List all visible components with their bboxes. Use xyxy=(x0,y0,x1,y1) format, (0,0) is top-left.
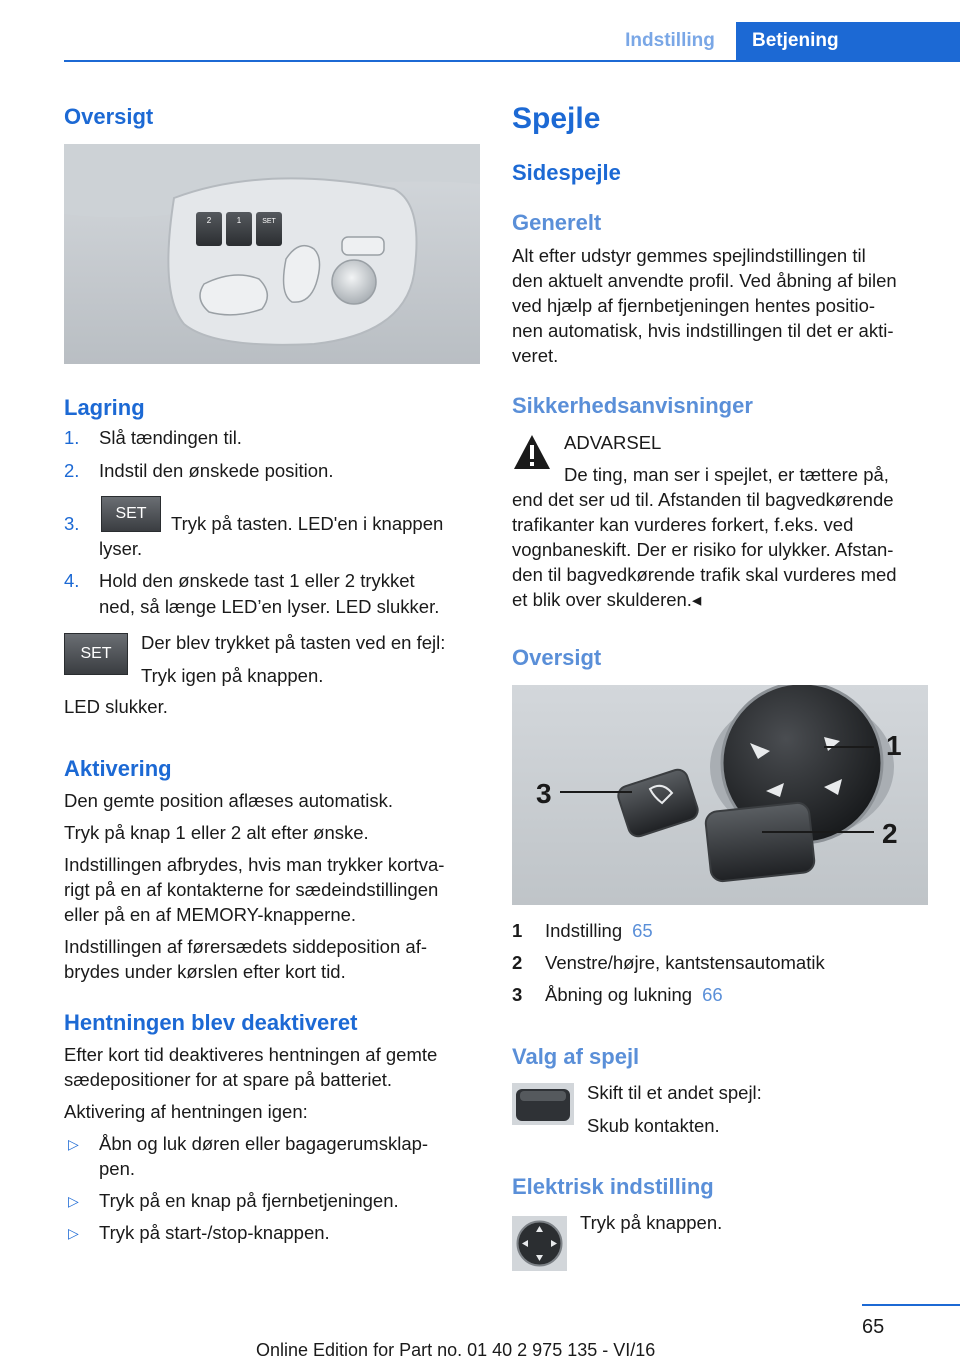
legend-1-text: Indstilling xyxy=(545,920,623,941)
bullet-1-b: pen. xyxy=(99,1158,136,1179)
elektrisk-heading: Elektrisk indstilling xyxy=(512,1174,714,1199)
bullet-marker: ▷ xyxy=(68,1225,79,1241)
warning-line-2: end det ser ud til. Afstanden til bagvedkørende xyxy=(512,489,894,510)
step-2-text: Indstil den ønskede position. xyxy=(99,460,334,481)
generelt-line-1: Alt efter udstyr gemmes spejlindstillingen til xyxy=(512,245,866,266)
generelt-heading: Generelt xyxy=(512,210,602,235)
step-4-text-b: ned, så længe LED’en lyser. LED slukker. xyxy=(99,596,440,617)
seat-key-2-label: 2 xyxy=(206,216,212,225)
header-tab-indstilling[interactable]: Indstilling xyxy=(625,30,715,51)
legend-3-page-ref[interactable]: 66 xyxy=(702,984,723,1005)
warning-line-6: et blik over skulderen.◂ xyxy=(512,589,702,610)
sikkerhed-heading: Sikkerhedsanvisninger xyxy=(512,393,753,418)
valg-line-b: Skub kontakten. xyxy=(587,1115,720,1136)
valg-heading: Valg af spejl xyxy=(512,1044,640,1069)
hentning-p1b: sædepositioner for at spare på batteriet. xyxy=(64,1069,393,1090)
legend-1-page-ref[interactable]: 65 xyxy=(632,920,653,941)
mirror-controls-image xyxy=(512,685,928,905)
legend-2-text: Venstre/højre, kantstensautomatik xyxy=(545,952,825,973)
callout-3: 3 xyxy=(536,778,552,809)
bullet-2: Tryk på en knap på fjernbetjeningen. xyxy=(99,1190,399,1211)
page-header xyxy=(0,0,960,62)
footer-divider xyxy=(862,1304,960,1306)
spejle-heading: Spejle xyxy=(512,102,601,135)
bullet-1-a: Åbn og luk døren eller bagagerumsklap- xyxy=(99,1133,429,1154)
mirror-switch-icon xyxy=(512,1083,574,1125)
generelt-line-5: veret. xyxy=(512,345,559,366)
hentning-p2: Aktivering af hentningen igen: xyxy=(64,1101,308,1122)
warning-label: ADVARSEL xyxy=(564,432,662,453)
warning-line-3: trafikanter kan vurderes forkert, f.eks. ved xyxy=(512,514,854,535)
callout-2: 2 xyxy=(882,818,898,849)
hentning-heading: Hentningen blev deaktiveret xyxy=(64,1010,358,1035)
generelt-line-2: den aktuelt anvendte profil. Ved åbning af bilen xyxy=(512,270,897,291)
aktivering-p3c: eller på en af MEMORY-knapperne. xyxy=(64,904,357,925)
warning-first-line: De ting, man ser i spejlet, er tættere på, xyxy=(564,464,889,485)
step-3-number: 3. xyxy=(64,513,80,534)
oversigt-mirror-heading: Oversigt xyxy=(512,645,602,670)
warning-line-5: den til bagvedkørende trafik skal vurderes med xyxy=(512,564,897,585)
step-3-text-a: Tryk på tasten. LED'en i knappen xyxy=(171,513,444,534)
legend-3-row xyxy=(545,982,723,1008)
legend-1-num: 1 xyxy=(512,920,523,941)
header-tab-betjening[interactable]: Betjening xyxy=(736,22,960,60)
seat-key-set-label: SET xyxy=(262,218,276,225)
legend-1-row xyxy=(545,918,653,944)
generelt-line-3: ved hjælp af fjernbetjeningen hentes positio- xyxy=(512,295,876,316)
led-off-text: LED slukker. xyxy=(64,696,168,717)
aktivering-p1: Den gemte position aflæses automatisk. xyxy=(64,790,394,811)
bullet-marker: ▷ xyxy=(68,1193,79,1209)
bullet-marker: ▷ xyxy=(68,1136,79,1152)
step-4-text-a: Hold den ønskede tast 1 eller 2 trykket xyxy=(99,570,415,591)
aktivering-p3a: Indstillingen afbrydes, hvis man trykker kortva- xyxy=(64,854,445,875)
header-divider xyxy=(64,60,960,62)
generelt-line-4: nen automatisk, hvis indstillingen til det er akti- xyxy=(512,320,894,341)
legend-3-num: 3 xyxy=(512,984,523,1005)
valg-line-a: Skift til et andet spejl: xyxy=(587,1082,762,1103)
mirror-joystick-icon xyxy=(512,1216,567,1271)
aktivering-p4a: Indstillingen af førersædets siddeposition af- xyxy=(64,936,427,957)
lagring-heading: Lagring xyxy=(64,395,145,420)
error-line-b: Tryk igen på knappen. xyxy=(141,665,324,686)
oversigt-heading: Oversigt xyxy=(64,104,154,129)
seat-controls-image xyxy=(64,144,480,364)
step-2-number: 2. xyxy=(64,460,80,481)
warning-icon xyxy=(512,432,552,472)
set-button-icon-large: SET xyxy=(64,633,128,675)
seat-key-1-label: 1 xyxy=(236,216,242,225)
aktivering-heading: Aktivering xyxy=(64,756,172,781)
hentning-p1a: Efter kort tid deaktiveres hentningen af gemte xyxy=(64,1044,438,1065)
step-4-number: 4. xyxy=(64,570,80,591)
callout-1: 1 xyxy=(886,730,902,761)
set-button-icon: SET xyxy=(101,496,161,532)
page-number: 65 xyxy=(862,1316,885,1338)
elektrisk-text: Tryk på knappen. xyxy=(580,1212,723,1233)
step-1-text: Slå tændingen til. xyxy=(99,427,242,448)
legend-2-num: 2 xyxy=(512,952,523,973)
sidespejle-heading: Sidespejle xyxy=(512,160,621,185)
legend-3-text: Åbning og lukning xyxy=(545,984,693,1005)
step-3-text-b: lyser. xyxy=(99,538,143,559)
bullet-3: Tryk på start-/stop-knappen. xyxy=(99,1222,330,1243)
error-line-a: Der blev trykket på tasten ved en fejl: xyxy=(141,632,446,653)
aktivering-p3b: rigt på en af kontakterne for sædeindstillingen xyxy=(64,879,439,900)
aktivering-p4b: brydes under kørslen efter kort tid. xyxy=(64,961,346,982)
footer-edition: Online Edition for Part no. 01 40 2 975 135 - VI/16 xyxy=(256,1340,656,1360)
step-1-number: 1. xyxy=(64,427,80,448)
aktivering-p2: Tryk på knap 1 eller 2 alt efter ønske. xyxy=(64,822,369,843)
warning-line-4: vognbaneskift. Der er risiko for ulykker. Afstan- xyxy=(512,539,894,560)
